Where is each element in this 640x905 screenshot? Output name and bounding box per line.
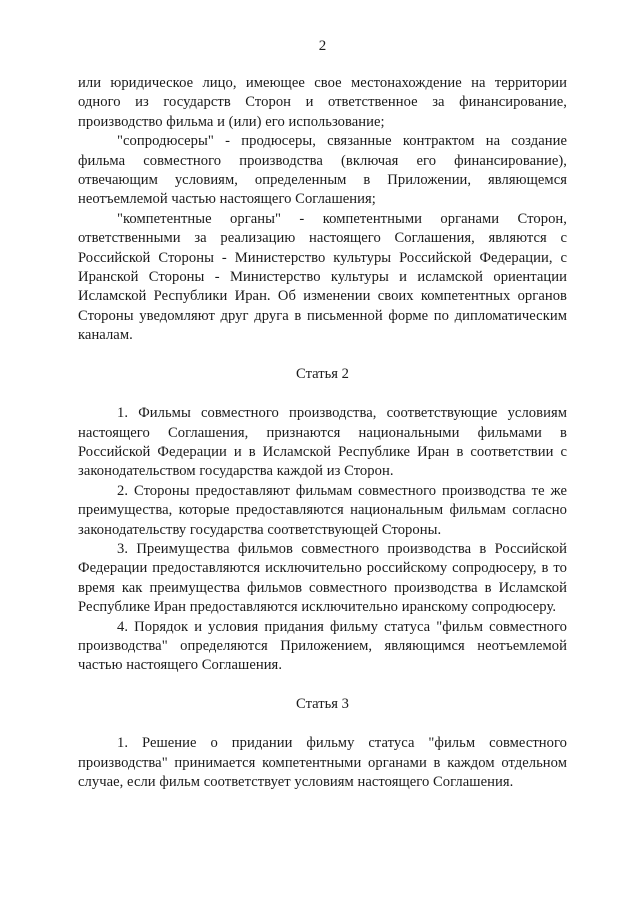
article-2-clause-1: 1. Фильмы совместного производства, соответствующие условиям настоящего Соглашения, признаются национальными фильмами в Российской Федерации и в Исламской Республике Иран в соответствии с законодательством государства каждой из Сторон. [78, 405, 567, 480]
article-3-clause-1: 1. Решение о придании фильму статуса "фильм совместного производства" принимается компетентными органами в каждом отдельном случае, если фильм соответствует условиям настоящего Соглашения. [78, 735, 567, 790]
page-number: 2 [318, 38, 327, 54]
article-2-clause-2: 2. Стороны предоставляют фильмам совместного производства те же преимущества, которые предоставляются национальным фильмам согласно законодательству государства соответствующей Стороны. [78, 482, 567, 538]
article-3-heading: Статья 3 [296, 695, 349, 712]
paragraph-continuation: или юридическое лицо, имеющее свое местонахождение на территории одного из государств Сторон и ответственное за финансирование, производство фильма и (или) его использование; [78, 75, 567, 130]
paragraph-competent-authorities-definition: "компетентные органы" - компетентными органами Сторон, ответственными за реализацию настоящего Соглашения, являются с Российской Стороны - Министерство культуры Российской Федерации, с Иранской Стороны - Министерство культуры и исламской ориентации Исламской Республики Иран. Об изменении своих компетентных органов Стороны уведомляют друг друга в письменной форме по дипломатическим каналам. [78, 210, 567, 344]
article-2-clause-3: 3. Преимущества фильмов совместного производства в Российской Федерации предоставляются исключительно российскому сопродюсеру, в то время как преимущества фильмов совместного производства в Исламской Республике Иран предоставляются исключительно иранскому сопродюсеру. [78, 540, 567, 616]
document-page [78, 36, 567, 792]
article-2-heading: Статья 2 [296, 365, 349, 382]
article-2-clause-4: 4. Порядок и условия придания фильму статуса "фильм совместного производства" определяются Приложением, являющимся неотъемлемой частью настоящего Соглашения. [78, 618, 567, 674]
paragraph-coproducers-definition: "сопродюсеры" - продюсеры, связанные контрактом на создание фильма совместного производства (включая его финансирование), отвечающим условиям, определенным в Приложении, являющемся неотъемлемой частью настоящего Соглашения; [78, 133, 567, 208]
